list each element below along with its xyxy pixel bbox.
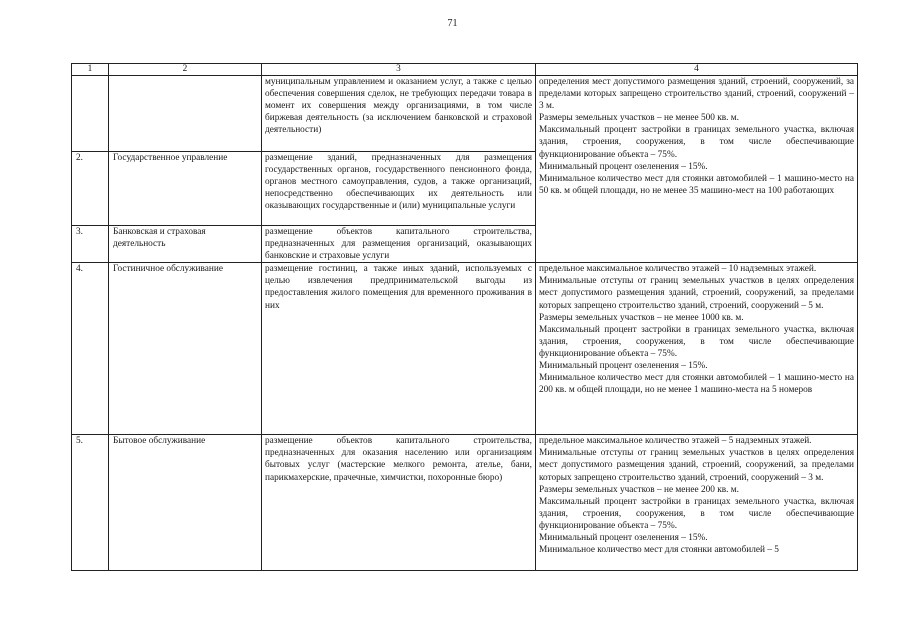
- row-number: [72, 76, 109, 152]
- header-cell: 1: [72, 64, 109, 76]
- parameter-line: Максимальный процент застройки в границах земельного участка, включая здания, строения, сооружения, в том числе обеспечивающие функционирование объекта – 75%.: [539, 496, 854, 531]
- row-name: Гостиничное обслуживание: [109, 263, 262, 435]
- page-number: 71: [447, 18, 458, 29]
- table-header-row: [72, 64, 858, 76]
- row-description: размещение зданий, предназначенных для размещения государственных органов, государственного пенсионного фонда, органов местного самоуправления, судов, а также организаций, непосредственно обеспечивающих их деятельность или оказывающих государственные и (или) муниципальные услуги: [262, 152, 536, 226]
- row-name: Государственное управление: [109, 152, 262, 226]
- row-number: 3.: [72, 226, 109, 263]
- row-parameters: [536, 263, 858, 435]
- row-description: размещение объектов капитального строительства, предназначенных для размещения организаций, оказывающих банковские и страховые услуги: [262, 226, 536, 263]
- land-use-table: [71, 63, 858, 571]
- parameter-line: Минимальное количество мест для стоянки автомобилей – 1 машино-место на 50 кв. м общей площади, но не менее 35 машино-мест на 100 работающих: [539, 173, 854, 196]
- row-number: 5.: [72, 435, 109, 571]
- row-description: размещение гостиниц, а также иных зданий, используемых с целью извлечения предпринимательской выгоды из предоставления жилого помещения для временного проживания в них: [262, 263, 536, 435]
- parameter-line: Размеры земельных участков – не менее 1000 кв. м.: [539, 312, 744, 323]
- row-number: 2.: [72, 152, 109, 226]
- parameter-line: Минимальные отступы от границ земельных участков в целях определения мест допустимого размещения зданий, строений, сооружений, за пределами которых запрещено строительство зданий, строений, сооружений – 5 м.: [539, 276, 854, 311]
- parameter-line: Минимальный процент озеленения – 15%.: [539, 533, 708, 544]
- parameter-line: Минимальный процент озеленения – 15%.: [539, 161, 708, 172]
- parameter-line: Размеры земельных участков – не менее 200 кв. м.: [539, 484, 739, 495]
- header-cell: 3: [262, 64, 536, 76]
- row-name: Бытовое обслуживание: [109, 435, 262, 571]
- parameter-line: Минимальные отступы от границ земельных участков в целях определения мест допустимого размещения зданий, строений, сооружений, за пределами которых запрещено строительство зданий, строений, сооружений – 3 м.: [539, 448, 854, 483]
- table-row: [72, 263, 858, 435]
- row-parameters: [536, 435, 858, 571]
- row-description: размещение объектов капитального строительства, предназначенных для оказания населению или организациям бытовых услуг (мастерские мелкого ремонта, ателье, бани, парикмахерские, прачечные, химчистки, похоронные бюро): [262, 435, 536, 571]
- table-row: [72, 76, 858, 152]
- row-name: [109, 76, 262, 152]
- parameter-line: Минимальный процент озеленения – 15%.: [539, 361, 708, 372]
- header-cell: 2: [109, 64, 262, 76]
- parameter-line: Минимальное количество мест для стоянки автомобилей – 1 машино-место на 200 кв. м общей площади, но не менее 1 машино-места на 5 номеров: [539, 373, 854, 396]
- parameter-line: Максимальный процент застройки в границах земельного участка, включая здания, строения, сооружения, в том числе обеспечивающие функционирование объекта – 75%.: [539, 324, 854, 359]
- parameter-line: Минимальное количество мест для стоянки автомобилей – 5: [539, 545, 779, 556]
- row-parameters: [536, 76, 858, 263]
- row-name: Банковская и страховая деятельность: [109, 226, 262, 263]
- header-cell: 4: [536, 64, 858, 76]
- row-number: 4.: [72, 263, 109, 435]
- row-description: муниципальным управлением и оказанием услуг, а также с целью обеспечения совершения сделок, не требующих передачи товара в момент их совершения между организациями, в том числе биржевая деятельность (за исключением банковской и страховой деятельности): [262, 76, 536, 152]
- parameter-line: предельное максимальное количество этажей – 10 надземных этажей.: [539, 264, 817, 275]
- parameter-line: определения мест допустимого размещения зданий, строений, сооружений, за пределами которых запрещено строительство зданий, строений, сооружений – 3 м.: [539, 77, 854, 112]
- table-row: [72, 435, 858, 571]
- parameter-line: Максимальный процент застройки в границах земельного участка, включая здания, строения, сооружения, в том числе обеспечивающие функционирование объекта – 75%.: [539, 125, 854, 160]
- parameter-line: Размеры земельных участков – не менее 500 кв. м.: [539, 113, 739, 124]
- parameter-line: предельное максимальное количество этажей – 5 надземных этажей.: [539, 436, 812, 447]
